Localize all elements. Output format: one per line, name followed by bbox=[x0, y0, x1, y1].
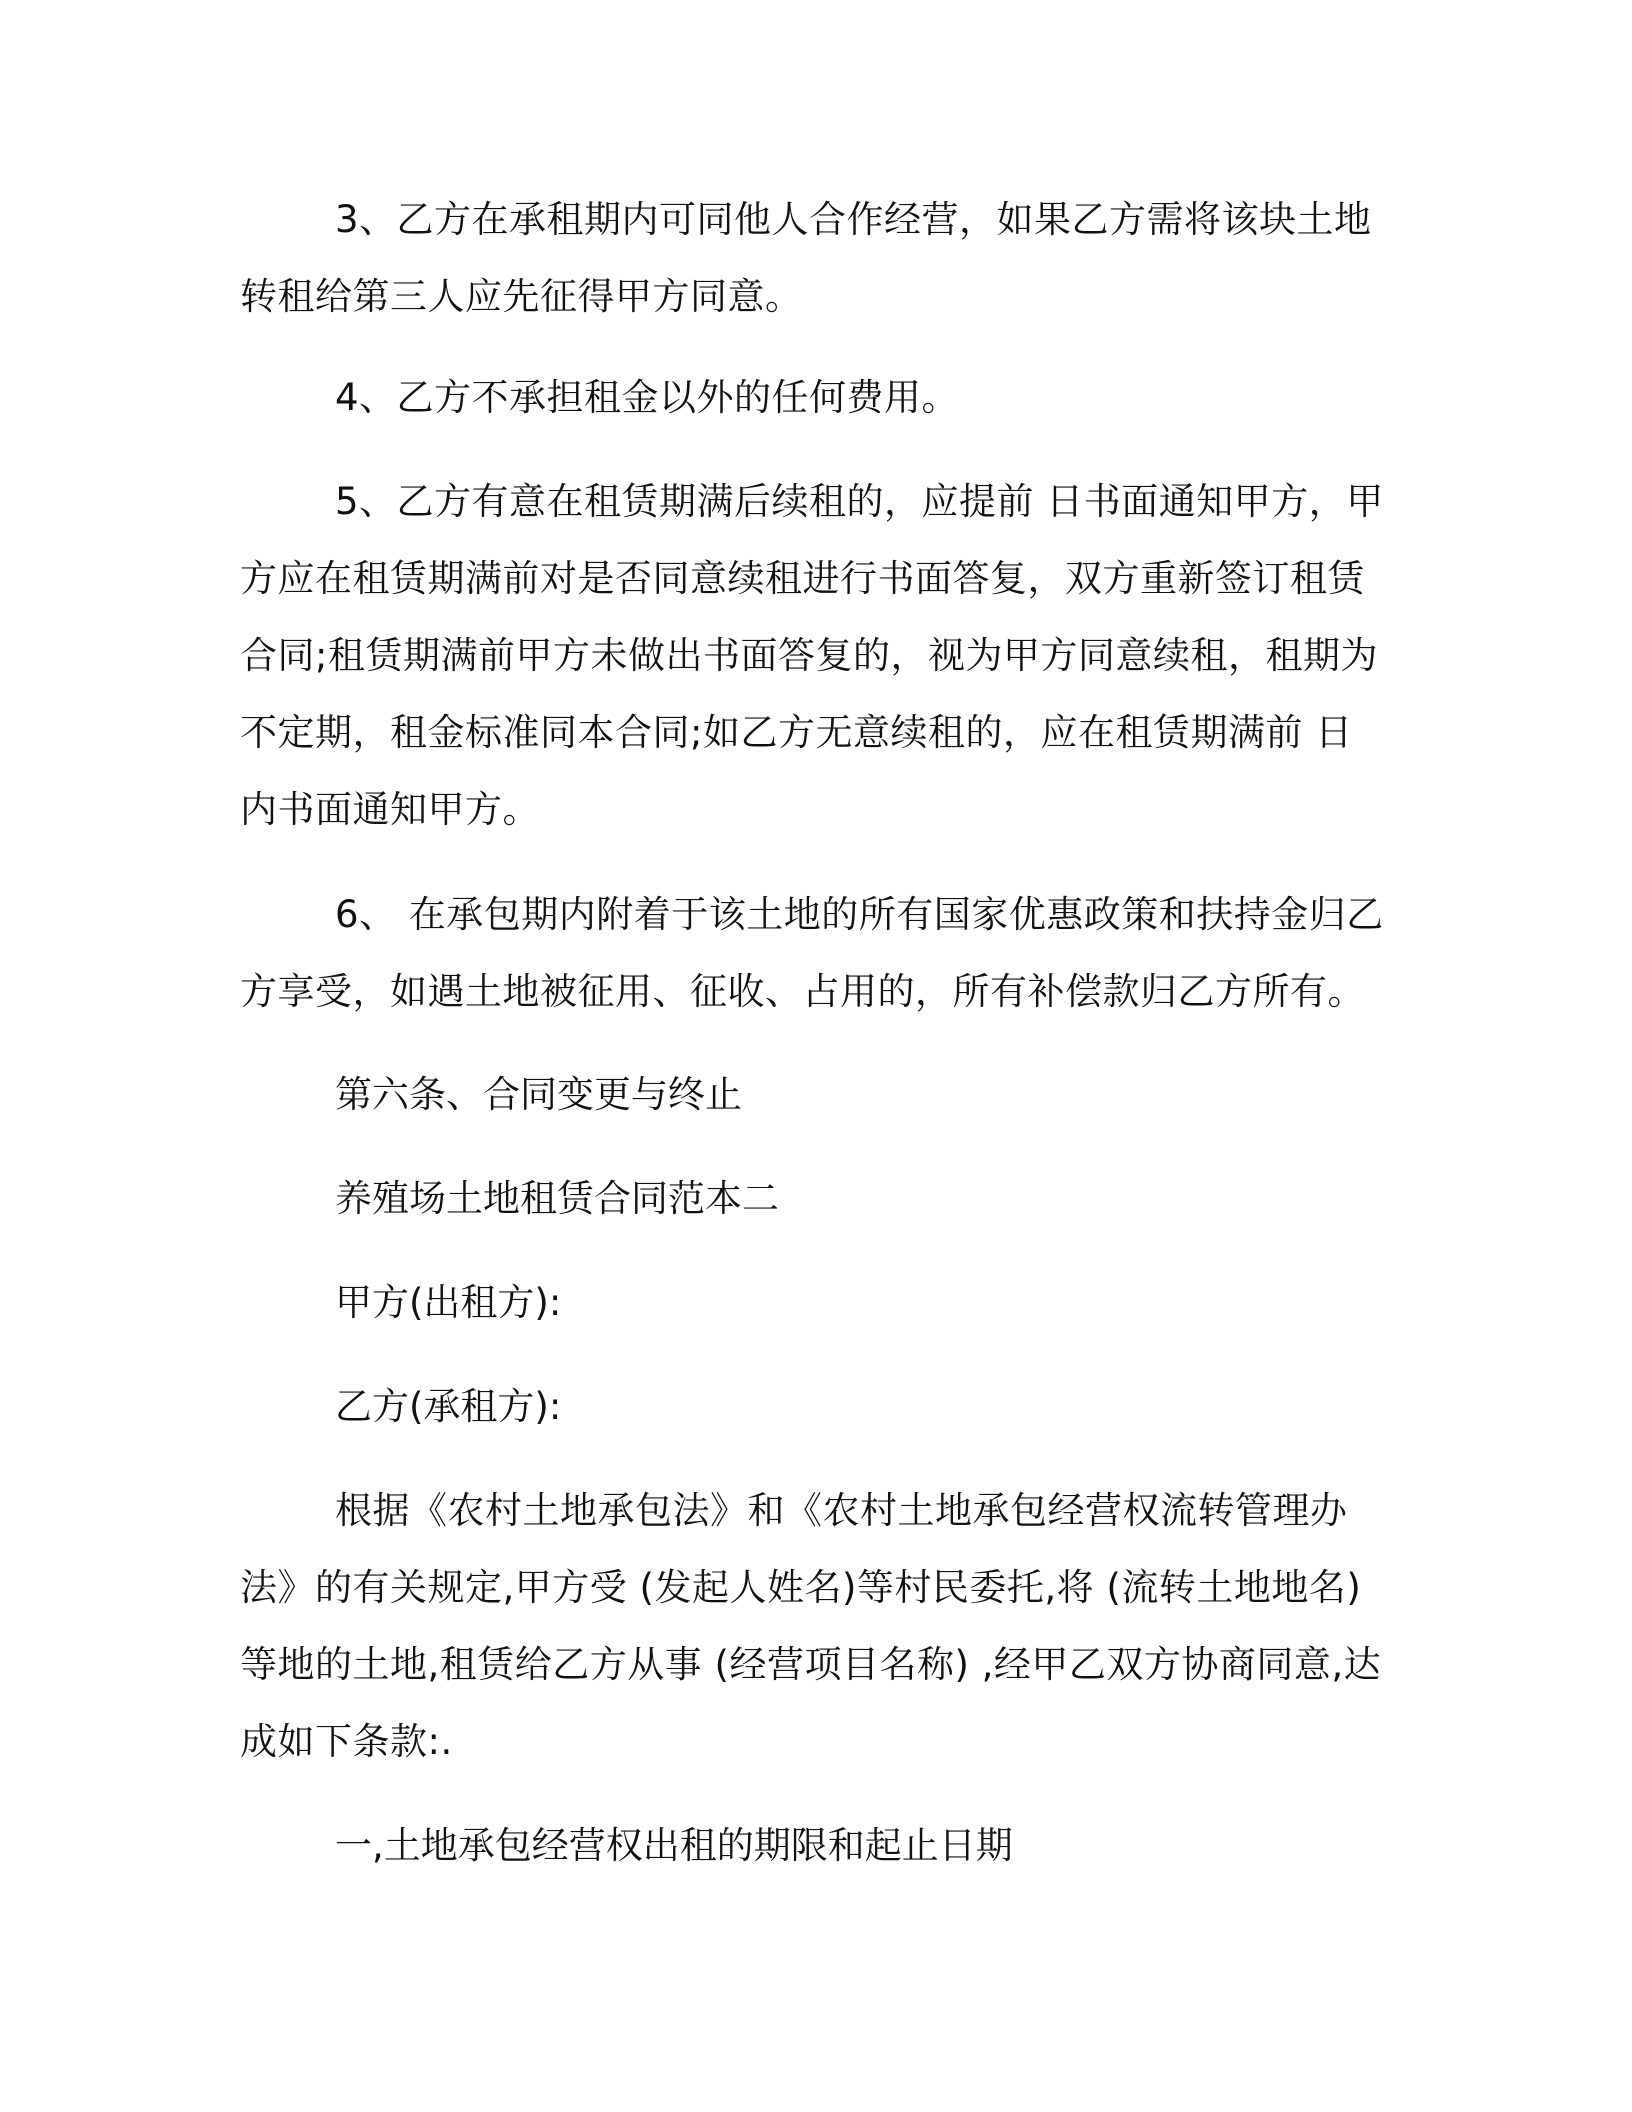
clause-5-paragraph: 5、乙方有意在租赁期满后续租的，应提前 日书面通知甲方，甲方应在租赁期满前对是否同意续租进行书面答复，双方重新签订租赁合同;租赁期满前甲方未做出书面答复的，视为甲方同意续租，租期为不定期，租金标准同本合同;如乙方无意续租的，应在租赁期满前 日内书面通知甲方。 bbox=[240, 480, 1384, 831]
article-six-heading: 第六条、合同变更与终止 bbox=[335, 1073, 742, 1116]
clause-3-paragraph: 3、乙方在承租期内可同他人合作经营，如果乙方需将该块土地转租给第三人应先征得甲方同意。 bbox=[240, 198, 1372, 318]
party-b-label: 乙方(承租方): bbox=[335, 1385, 562, 1428]
clause-6-paragraph: 6、 在承包期内附着于该土地的所有国家优惠政策和扶持金归乙方享受，如遇土地被征用、征收、占用的，所有补偿款归乙方所有。 bbox=[240, 893, 1384, 1013]
clause-4-paragraph: 4、乙方不承担租金以外的任何费用。 bbox=[335, 376, 960, 419]
contract-template-two-title: 养殖场土地租赁合同范本二 bbox=[335, 1177, 779, 1220]
section-one-heading: 一,土地承包经营权出租的期限和起止日期 bbox=[335, 1824, 1013, 1867]
party-a-label: 甲方(出租方): bbox=[335, 1281, 562, 1324]
preamble-paragraph: 根据《农村土地承包法》和《农村土地承包经营权流转管理办法》的有关规定,甲方受 (发起人姓名)等村民委托,将 (流转土地地名)等地的土地,租赁给乙方从事 (经营项目名称) ,经甲乙双方协商同意,达成如下条款:. bbox=[240, 1489, 1382, 1763]
